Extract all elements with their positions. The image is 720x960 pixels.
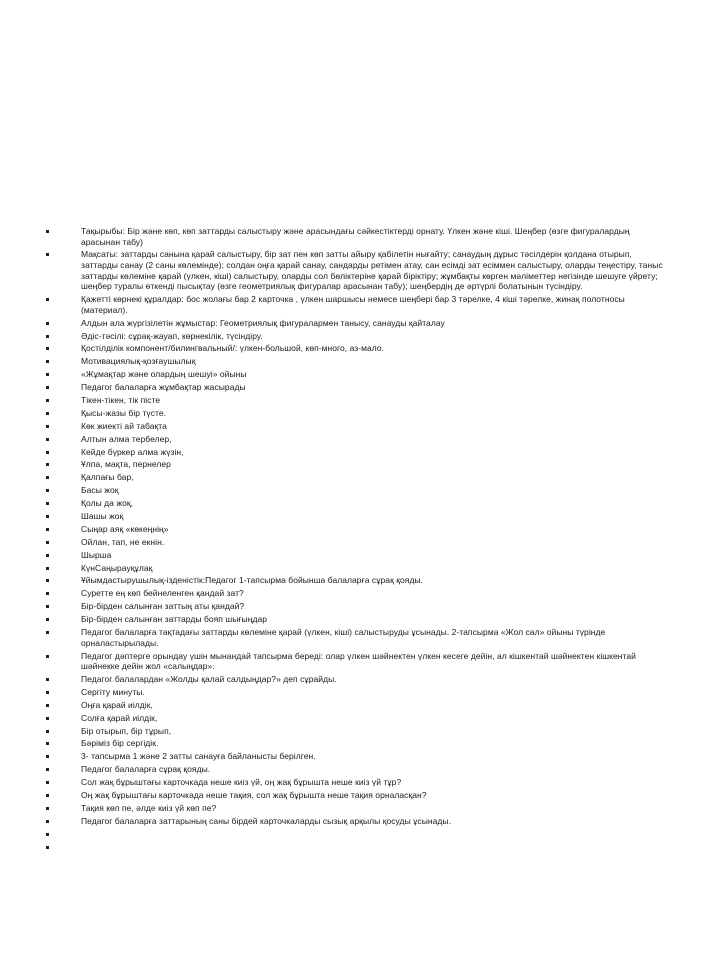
list-item: Шырша <box>46 550 666 561</box>
list-item <box>46 842 666 853</box>
list-item: Бір-бірден салынған заттарды бояп шығыңдар <box>46 614 666 625</box>
list-item: Бір-бірден салынған заттың аты қандай? <box>46 601 666 612</box>
list-item: Қысы-жазы бір түсте. <box>46 408 666 419</box>
list-item: Ұйымдастырушылық-ізденістік:Педагог 1-тапсырма бойынша балаларға сұрақ қояды. <box>46 575 666 586</box>
list-item: Ұлпа, мақта, пернелер <box>46 459 666 470</box>
list-item: Сол жақ бұрыштағы карточкада неше киіз үй, оң жақ бұрышта неше киіз үй тұр? <box>46 777 666 788</box>
list-item: Педагог балаларға тақтадағы заттарды көлеміне қарай (үлкен, кіші) салыстыруды ұсынады. 2-тапсырма «Жол сал» ойыны түрінде орналастырылады. <box>46 627 666 648</box>
list-item: КүнСаңырауқұлақ <box>46 563 666 574</box>
list-item: Қалпағы бар, <box>46 472 666 483</box>
list-item: Педагог балаларға заттарының саны бірдей карточкаларды сызық арқылы қосуды ұсынады. <box>46 816 666 827</box>
list-item: Солға қарай иілдік, <box>46 713 666 724</box>
list-item: Мақсаты: заттарды санына қарай салыстыру, бір зат пен көп затты айыру қабілетін нығайту; санаудың дұрыс тәсілдерін қолдана отырып, заттарды санау (2 саны көлемінде); солдан оңға қарай санау, сандарды ретімен атау, сан есімді зат есіммен салыстыру, оларды теңестіру, таныс заттарды көлеміне қарай (үлкен, кіші) салыстыру, оларды сол бөліктеріне қарай біріктіру; жұмбақты көрген мәліметтер негізінде шешуге үйрету; шеңбер туралы өткенді пысықтау (өзге геометриялық фигуралар арасынан табу); шеңбердің де әртүрлі болатынын түсіндіру. <box>46 249 666 291</box>
list-item: Сыңар аяқ «көкеңнің» <box>46 524 666 535</box>
list-item: Сергіту минуты. <box>46 687 666 698</box>
list-item: Шашы жоқ <box>46 511 666 522</box>
list-item: Оңға қарай иілдік, <box>46 700 666 711</box>
list-item: Алдын ала жүргізілетін жұмыстар: Геометриялық фигуралармен танысу, санауды қайталау <box>46 318 666 329</box>
list-item: Ойлан, тап, не екнін. <box>46 537 666 548</box>
list-item: Алтын алма тербелер, <box>46 434 666 445</box>
list-item: Кейде бүркер алма жүзін, <box>46 447 666 458</box>
list-item: Тікен-тікен, тік пісте <box>46 395 666 406</box>
list-item: Қостілділік компонент/билингвальный/: үлкен-большой, көп-много, аз-мало. <box>46 343 666 354</box>
list-item: Педагог балаларға жұмбақтар жасырады <box>46 382 666 393</box>
list-item: Педагог дәптерге орындау үшін мынандай тапсырма береді: олар үлкен шәйнектен үлкен кесеге дейін, ал кішкентай шәйнектен кішкентай шәйнекке дейін жол «салыңдар». <box>46 651 666 672</box>
list-item: Қажетті көрнекі құралдар: бос жолағы бар 2 карточка , үлкен шаршысы немесе шеңбері бар 3 тәрелке, 4 кіші тәрелке, жинақ полотносы (материал). <box>46 294 666 315</box>
list-item: Тақырыбы: Бір және көп, көп заттарды салыстыру және арасындағы сәйкестіктерді орнату. Үлкен және кіші. Шеңбер (өзге фигуралардың арасынан табу) <box>46 226 666 247</box>
list-item: Оң жақ бұрыштағы карточкада неше тақия, сол жақ бұрышта неше тақия орналасқан? <box>46 790 666 801</box>
list-item: Бір отырып, бір тұрып, <box>46 726 666 737</box>
list-item: Тақия көп пе, әлде киіз үй көп пе? <box>46 803 666 814</box>
list-item: Көк жиекті ай табақта <box>46 421 666 432</box>
list-item: 3- тапсырма 1 және 2 затты санауға байланысты берілген. <box>46 751 666 762</box>
list-item: Педагог балалардан «Жолды қалай салдыңдар?» деп сұрайды. <box>46 674 666 685</box>
list-item: Бәріміз бір сергідік. <box>46 738 666 749</box>
list-item: Басы жоқ <box>46 485 666 496</box>
list-item <box>46 829 666 840</box>
list-item: Мотивациялық-қозғаушылық <box>46 356 666 367</box>
list-item: Қолы да жоқ, <box>46 498 666 509</box>
list-item: Педагог балаларға сұрақ қояды. <box>46 764 666 775</box>
bullet-list <box>46 226 666 854</box>
list-item: Әдіс-тәсілі: сұрақ-жауап, көрнекілік, түсіндіру. <box>46 331 666 342</box>
list-item: «Жұмақтар және олардың шешуі» ойыны <box>46 369 666 380</box>
list-item: Суретте ең көп бейнеленген қандай зат? <box>46 588 666 599</box>
